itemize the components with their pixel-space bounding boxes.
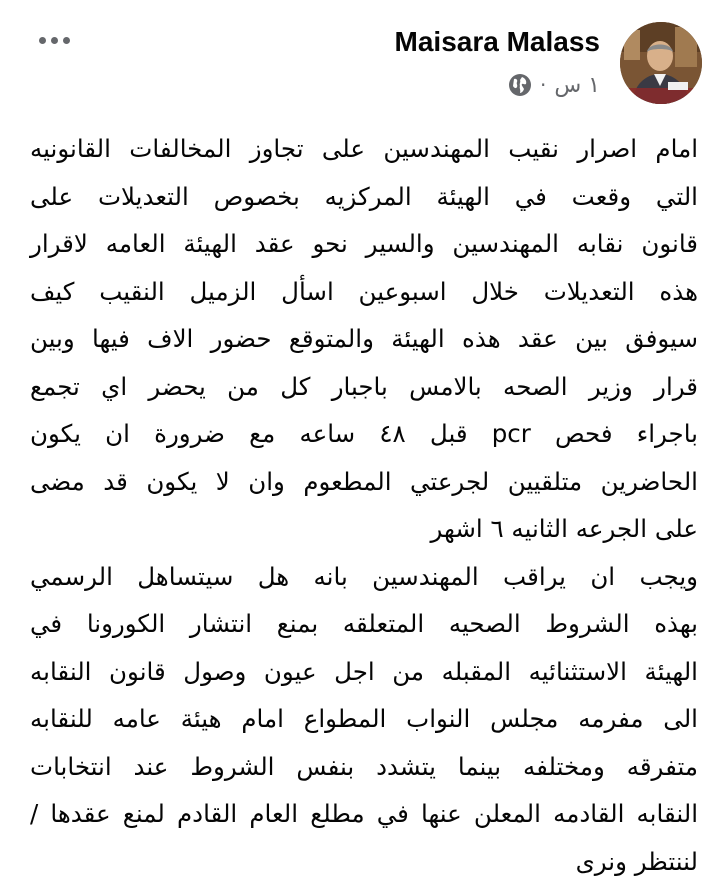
post-line: سيوفق بين عقد هذه الهيئة والمتوقع حضور الاف فيها وبين xyxy=(30,324,698,353)
post-time[interactable]: ١ س xyxy=(554,72,600,98)
post-line: امام اصرار نقيب المهندسين على تجاوز المخالفات القانونيه xyxy=(30,134,698,163)
post-line: متفرقه ومختلفه بينما يتشدد بنفس الشروط عند انتخابات xyxy=(30,751,698,781)
post-body xyxy=(30,125,698,885)
post-line: هذه التعديلات خلال اسبوعين اسأل الزميل النقيب كيف xyxy=(30,276,698,306)
post-line: النقابه القادمه المعلن عنها في مطلع العام القادم لمنع عقدها / xyxy=(30,799,698,828)
author-name[interactable]: Maisara Malass xyxy=(394,26,600,57)
post-line: لننتظر ونرى xyxy=(575,846,698,876)
post-header xyxy=(0,18,720,108)
post-line: الهيئة الاستثنائيه المقبله من اجل عيون وصول قانون النقابه xyxy=(30,656,698,686)
more-dot-icon xyxy=(39,37,46,44)
more-dot-icon xyxy=(63,37,70,44)
meta-separator: · xyxy=(539,73,547,97)
post-line: على الجرعه الثانيه ٦ اشهر xyxy=(430,514,698,543)
post-meta xyxy=(508,70,600,100)
post-line: قرار وزير الصحه بالامس باجبار كل من يحضر اي تجمع xyxy=(30,371,698,401)
more-dot-icon xyxy=(51,37,58,44)
post-line: باجراء فحص pcr قبل ٤٨ ساعه مع ضرورة ان يكون xyxy=(30,419,698,448)
globe-icon[interactable] xyxy=(508,73,532,97)
author-avatar[interactable] xyxy=(620,22,702,104)
profile-photo-icon xyxy=(620,22,702,104)
post-line: بهذه الشروط الصحيه المتعلقه بمنع انتشار الكورونا في xyxy=(30,609,698,638)
post-line: الحاضرين متلقيين لجرعتي المطعوم وان لا يكون قد مضى xyxy=(30,466,698,496)
post-line: ويجب ان يراقب المهندسين بانه هل سيتساهل الرسمي xyxy=(30,561,698,591)
post-line: الى مفرمه مجلس النواب المطواع امام هيئة عامه للنقابه xyxy=(30,704,698,733)
post-line: التي وقعت في الهيئة المركزيه بخصوص التعديلات على xyxy=(30,181,698,211)
more-options-button[interactable] xyxy=(32,28,76,52)
post-line: قانون نقابه المهندسين والسير نحو عقد الهيئة العامه لاقرار xyxy=(30,229,698,258)
